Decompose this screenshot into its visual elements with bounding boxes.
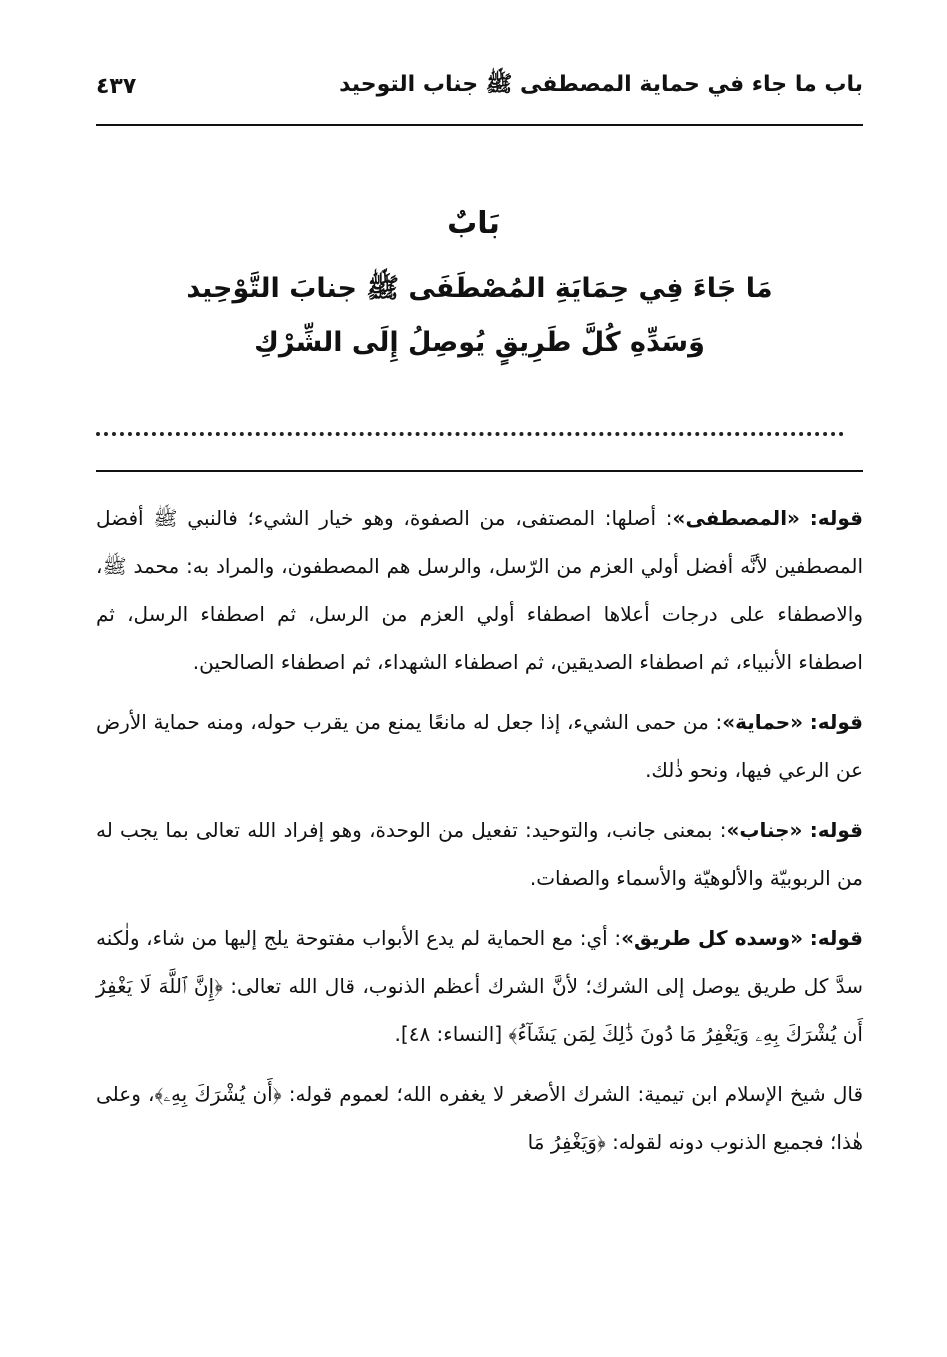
paragraph-term: «حماية» xyxy=(722,710,804,734)
commentary-body xyxy=(96,494,863,1178)
paragraph-janab xyxy=(96,806,863,902)
paragraph-lead: قوله: xyxy=(809,506,864,530)
paragraph-lead: قوله: xyxy=(809,926,863,950)
paragraph-mustafa xyxy=(96,494,863,686)
paragraph-text: : من حمى الشيء، إذا جعل له مانعًا يمنع من يقرب حوله، ومنه حماية الأرض عن الرعي فيها، ونحو ذٰلك. xyxy=(96,710,863,782)
paragraph-text: : أصلها: المصتفى، من الصفوة، وهو خيار الشيء؛ فالنبي ﷺ أفضل المصطفين لأنَّه أفضل أولي العزم من الرّسل، والرسل هم المصطفون، والمراد به: محمد ﷺ، والاصطفاء على درجات أعلاها اصطفاء أولي العزم من الرسل، ثم اصطفاء الرسل، ثم اصطفاء الأنبياء، ثم اصطفاء الصديقين، ثم اصطفاء الشهداء، ثم اصطفاء الصالحين. xyxy=(96,506,863,674)
page-number: ٤٣٧ xyxy=(96,73,137,99)
running-header-title: باب ما جاء في حماية المصطفى ﷺ جناب التوحيد xyxy=(339,72,863,97)
paragraph-text: قال شيخ الإسلام ابن تيمية: الشرك الأصغر لا يغفره الله؛ لعموم قوله: ﴿أَن يُشْرَكَ بِهِۦ﴾، وعلى هٰذا؛ فجميع الذنوب دونه لقوله: ﴿وَيَغْفِرُ مَا xyxy=(96,1082,863,1154)
chapter-label: بَابٌ xyxy=(447,206,500,241)
paragraph-term: «وسده كل طريق» xyxy=(621,926,804,950)
chapter-title-line-1: مَا جَاءَ فِي حِمَايَةِ المُصْطَفَى ﷺ جنابَ التَّوْحِيد xyxy=(186,273,773,304)
paragraph-ibn-taymiyya xyxy=(96,1070,863,1166)
paragraph-term: «جناب» xyxy=(726,818,803,842)
chapter-title xyxy=(96,262,863,370)
header-rule xyxy=(96,124,863,126)
chapter-title-line-2: وَسَدِّهِ كُلَّ طَرِيقٍ يُوصِلُ إِلَى الشِّرْكِ xyxy=(254,327,705,358)
paragraph-saddih xyxy=(96,914,863,1058)
paragraph-lead: قوله: xyxy=(809,818,863,842)
section-rule xyxy=(96,470,863,472)
paragraph-text: : بمعنى جانب، والتوحيد: تفعيل من الوحدة، وهو إفراد الله تعالى بما يجب له من الربوبيّة والألوهيّة والأسماء والصفات. xyxy=(96,818,863,890)
paragraph-lead: قوله: xyxy=(809,710,864,734)
paragraph-text: : أي: مع الحماية لم يدع الأبواب مفتوحة يلج إليها من شاء، ولٰكنه سدَّ كل طريق يوصل إلى الشرك؛ لأنَّ الشرك أعظم الذنوب، قال الله تعالى: ﴿إِنَّ ٱللَّهَ لَا يَغْفِرُ أَن يُشْرَكَ بِهِۦ وَيَغْفِرُ مَا دُونَ ذَٰلِكَ لِمَن يَشَآءُ﴾ [النساء: ٤٨]. xyxy=(96,926,863,1046)
paragraph-term: «المصطفى» xyxy=(672,506,800,530)
running-header xyxy=(96,60,863,112)
dotted-separator xyxy=(96,432,844,436)
paragraph-himaya xyxy=(96,698,863,794)
